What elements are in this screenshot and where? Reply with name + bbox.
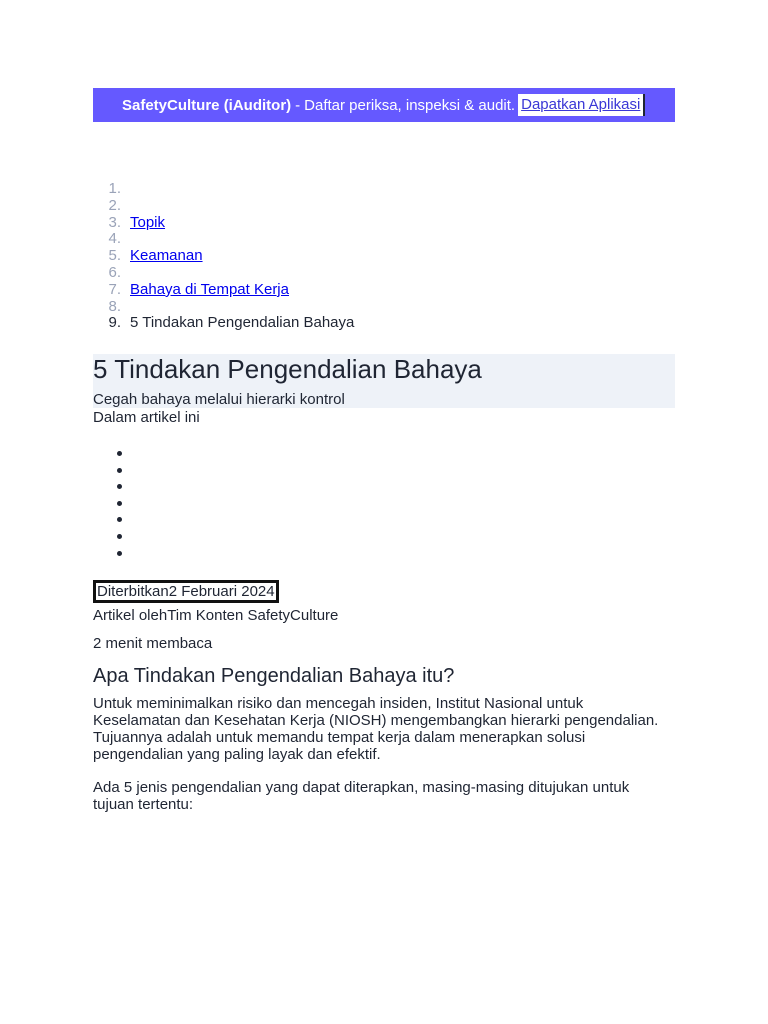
published-date-box <box>93 580 279 603</box>
author-label: Artikel oleh <box>93 607 168 624</box>
breadcrumb-item <box>93 265 354 282</box>
breadcrumb-number: 5. <box>108 247 121 265</box>
breadcrumb-item-topik <box>93 215 354 232</box>
banner-separator: - <box>295 96 301 114</box>
breadcrumb-number: 2. <box>108 196 121 214</box>
breadcrumb-current-label: 5 Tindakan Pengendalian Bahaya <box>130 314 355 332</box>
read-time: 2 menit membaca <box>93 635 213 652</box>
banner-brand: SafetyCulture (iAuditor) <box>122 96 292 114</box>
breadcrumb <box>93 181 354 332</box>
breadcrumb-item <box>93 299 354 316</box>
breadcrumb-number: 3. <box>108 213 121 231</box>
breadcrumb-number: 6. <box>108 263 121 281</box>
article-subtitle: Cegah bahaya melalui hierarki kontrol <box>93 391 345 408</box>
breadcrumb-item <box>93 198 354 215</box>
author-name: Tim Konten SafetyCulture <box>167 607 339 624</box>
app-promo-banner <box>93 88 675 122</box>
get-app-link[interactable]: Dapatkan Aplikasi <box>518 94 645 116</box>
published-label: Diterbitkan <box>97 583 169 600</box>
breadcrumb-number: 7. <box>108 280 121 298</box>
section-heading: Apa Tindakan Pengendalian Bahaya itu? <box>93 665 455 687</box>
toc-heading: Dalam artikel ini <box>93 409 200 426</box>
breadcrumb-item-keamanan <box>93 248 354 265</box>
breadcrumb-link-bahaya[interactable]: Bahaya di Tempat Kerja <box>130 280 289 298</box>
breadcrumb-item-bahaya <box>93 282 354 299</box>
article-author <box>93 607 338 624</box>
published-date: 2 Februari 2024 <box>168 583 275 600</box>
page-title: 5 Tindakan Pengendalian Bahaya <box>93 354 482 384</box>
breadcrumb-item <box>93 231 354 248</box>
body-paragraph: Untuk meminimalkan risiko dan mencegah insiden, Institut Nasional untuk Keselamatan dan Kesehatan Kerja (NIOSH) mengembangkan hierarki pengendalian. Tujuannya adalah untuk memandu tempat kerja dalam menerapkan solusi pengendalian yang paling layak dan efektif. <box>93 695 659 763</box>
breadcrumb-item-current <box>93 315 354 332</box>
breadcrumb-number: 9. <box>108 314 121 332</box>
article-hero <box>93 354 675 408</box>
breadcrumb-item <box>93 181 354 198</box>
breadcrumb-number: 8. <box>108 297 121 315</box>
breadcrumb-number: 1. <box>108 180 121 197</box>
banner-tagline: Daftar periksa, inspeksi & audit. <box>304 96 516 114</box>
breadcrumb-link-topik[interactable]: Topik <box>130 213 166 231</box>
body-paragraph: Ada 5 jenis pengendalian yang dapat diterapkan, masing-masing ditujukan untuk tujuan tertentu: <box>93 779 630 813</box>
breadcrumb-number: 4. <box>108 230 121 248</box>
breadcrumb-link-keamanan[interactable]: Keamanan <box>130 247 203 265</box>
